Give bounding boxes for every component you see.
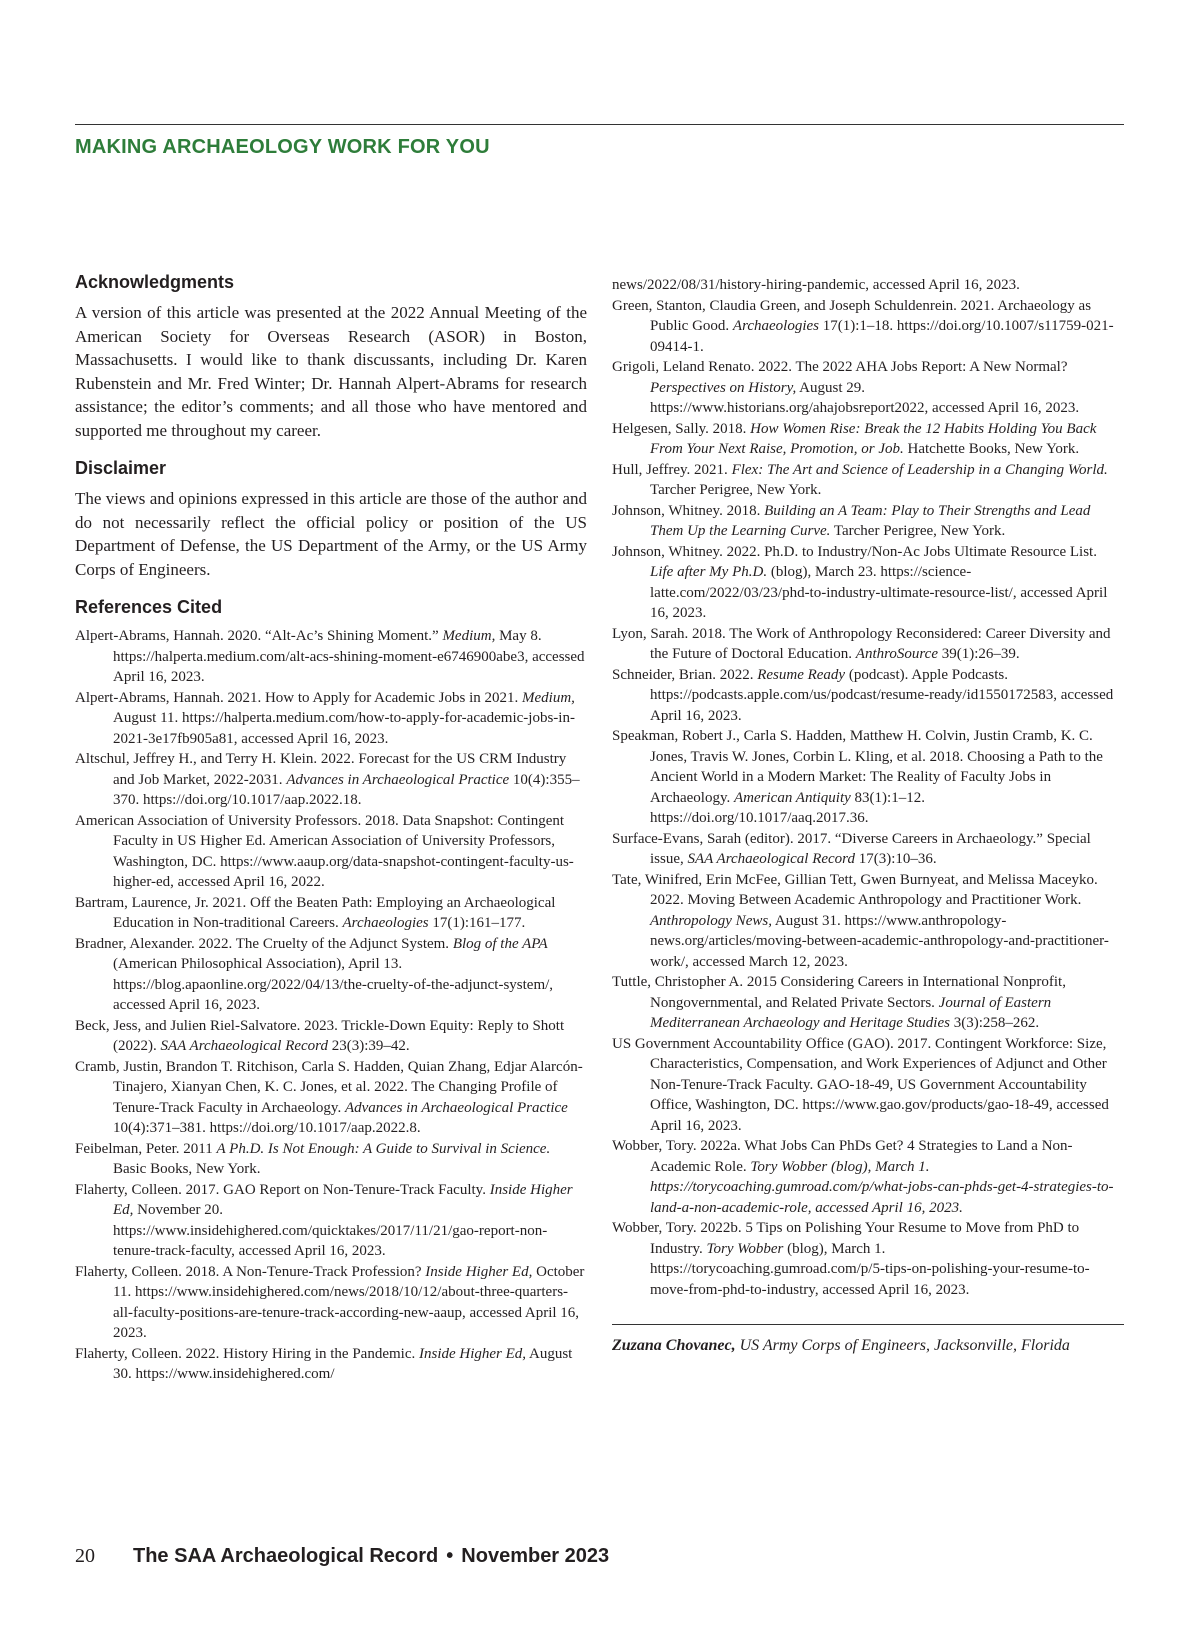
reference-entry: Flaherty, Colleen. 2018. A Non-Tenure-Track Profession? Inside Higher Ed, October 11. https://www.insidehighered.com/news/2018/10/12/about-three-quarters-all-faculty-positions-are-tenure-track-according-new-aaup, accessed April 16, 2023. [75, 1263, 585, 1341]
author-affiliation: US Army Corps of Engineers, Jacksonville, Florida [735, 1337, 1070, 1354]
issue-date: November 2023 [461, 1545, 610, 1567]
references-list-left [75, 626, 587, 1385]
reference-entry: Surface-Evans, Sarah (editor). 2017. “Diverse Careers in Archaeology.” Special issue, SAA Archaeological Record 17(3):10–36. [612, 830, 1091, 867]
reference-entry: Tuttle, Christopher A. 2015 Considering Careers in International Nonprofit, Nongovernmental, and Related Private Sectors. Journal of Eastern Mediterranean Archaeology and Heritage Studies 3(3):258–262. [612, 974, 1066, 1031]
reference-entry: Flaherty, Colleen. 2017. GAO Report on Non-Tenure-Track Faculty. Inside Higher Ed, November 20. https://www.insidehighered.com/quicktakes/2017/11/21/gao-report-non-tenure-track-faculty, accessed April 16, 2023. [75, 1181, 573, 1259]
reference-entry: Bradner, Alexander. 2022. The Cruelty of the Adjunct System. Blog of the APA (American Philosophical Association), April 13. https://blog.apaonline.org/2022/04/13/the-cruelty-of-the-adjunct-system/, accessed April 16, 2023. [75, 935, 554, 1013]
author-line [612, 1337, 1124, 1355]
reference-entry: Johnson, Whitney. 2022. Ph.D. to Industry/Non-Ac Jobs Ultimate Resource List. Life after My Ph.D. (blog), March 23. https://science-latte.com/2022/03/23/phd-to-industry-ultimate-resource-list/, accessed April 16, 2023. [612, 543, 1108, 621]
references-list-right [612, 275, 1124, 1300]
reference-entry: Lyon, Sarah. 2018. The Work of Anthropology Reconsidered: Career Diversity and the Future of Doctoral Education. AnthroSource 39(1):26–39. [612, 625, 1111, 662]
reference-entry: Feibelman, Peter. 2011 A Ph.D. Is Not Enough: A Guide to Survival in Science. Basic Books, New York. [75, 1140, 551, 1177]
right-column [612, 275, 1124, 1355]
reference-entry: US Government Accountability Office (GAO). 2017. Contingent Workforce: Size, Characteristics, Compensation, and Work Experiences of Adjunct and Other Non-Tenure-Track Faculty. GAO-18-49, US Government Accountability Office, Washington, DC. https://www.gao.gov/products/gao-18-49, accessed April 16, 2023. [612, 1035, 1109, 1134]
reference-entry: Alpert-Abrams, Hannah. 2020. “Alt-Ac’s Shining Moment.” Medium, May 8. https://halperta.medium.com/alt-acs-shining-moment-e6746900abe3, accessed April 16, 2023. [75, 628, 585, 685]
reference-entry: Grigoli, Leland Renato. 2022. The 2022 AHA Jobs Report: A New Normal? Perspectives on History, August 29. https://www.historians.org/ahajobsreport2022, accessed April 16, 2023. [612, 359, 1080, 416]
reference-entry: Johnson, Whitney. 2018. Building an A Team: Play to Their Strengths and Lead Them Up the Learning Curve. Tarcher Perigree, New York. [612, 502, 1091, 539]
reference-entry: Alpert-Abrams, Hannah. 2021. How to Apply for Academic Jobs in 2021. Medium, August 11. https://halperta.medium.com/how-to-apply-for-academic-jobs-in-2021-3e17fb905a81, accessed April 16, 2023. [75, 689, 575, 747]
reference-entry: Helgesen, Sally. 2018. How Women Rise: Break the 12 Habits Holding You Back From Your Next Raise, Promotion, or Job. Hatchette Books, New York. [612, 420, 1097, 457]
author-rule [612, 1324, 1124, 1325]
reference-entry: Wobber, Tory. 2022b. 5 Tips on Polishing Your Resume to Move from PhD to Industry. Tory Wobber (blog), March 1. https://torycoaching.gumroad.com/p/5-tips-on-polishing-your-resume-to-move-from-phd-to-industry, accessed April 16, 2023. [612, 1220, 1090, 1298]
left-column [75, 272, 587, 1385]
reference-entry: Wobber, Tory. 2022a. What Jobs Can PhDs Get? 4 Strategies to Land a Non-Academic Role. Tory Wobber (blog), March 1. https://torycoaching.gumroad.com/p/what-jobs-can-phds-get-4-strategies-to-land-a-non-academic-role, accessed April 16, 2023. [612, 1138, 1114, 1216]
reference-entry: Speakman, Robert J., Carla S. Hadden, Matthew H. Colvin, Justin Cramb, K. C. Jones, Travis W. Jones, Corbin L. Kling, et al. 2018. Choosing a Path to the Ancient World in a Modern Market: The Reality of Faculty Jobs in Archaeology. American Antiquity 83(1):1–12. https://doi.org/10.1017/aaq.2017.36. [612, 728, 1103, 826]
references-heading: References Cited [75, 597, 223, 617]
author-name: Zuzana Chovanec, [612, 1337, 736, 1354]
section-title: MAKING ARCHAEOLOGY WORK FOR YOU [75, 136, 490, 158]
reference-entry: Bartram, Laurence, Jr. 2021. Off the Beaten Path: Employing an Archaeological Education in Non-traditional Careers. Archaeologies 17(1):161–177. [75, 894, 556, 931]
top-rule [75, 124, 1124, 125]
page-footer [75, 1545, 609, 1568]
reference-entry: American Association of University Professors. 2018. Data Snapshot: Contingent Faculty in US Higher Ed. American Association of University Professors, Washington, DC. https://www.aaup.org/data-snapshot-contingent-faculty-us-higher-ed, accessed April 16, 2022. [75, 812, 574, 890]
reference-entry: Hull, Jeffrey. 2021. Flex: The Art and Science of Leadership in a Changing World. Tarcher Perigree, New York. [612, 461, 1108, 498]
reference-entry: Altschul, Jeffrey H., and Terry H. Klein. 2022. Forecast for the US CRM Industry and Job Market, 2022-2031. Advances in Archaeological Practice 10(4):355–370. https://doi.org/10.1017/aap.2022.18. [75, 751, 580, 808]
acknowledgments-heading: Acknowledgments [75, 272, 235, 292]
acknowledgments-text: A version of this article was presented at the 2022 Annual Meeting of the American Society for Overseas Research (ASOR) in Boston, Massachusetts. I would like to thank discussants, including Dr. Karen Rubenstein and Mr. Fred Winter; Dr. Hannah Alpert-Abrams for research assistance; the editor’s comments; and all those who have mentored and supported me throughout my career. [75, 303, 587, 440]
reference-entry: Tate, Winifred, Erin McFee, Gillian Tett, Gwen Burnyeat, and Melissa Maceyko. 2022. Moving Between Academic Anthropology and Practitioner Work. Anthropology News, August 31. https://www.anthropology-news.org/articles/moving-between-academic-anthropology-and-practitioner-work/, accessed March 12, 2023. [612, 871, 1109, 970]
disclaimer-text: The views and opinions expressed in this article are those of the author and do not necessarily reflect the official policy or position of the US Department of Defense, the US Department of the Army, or the US Army Corps of Engineers. [75, 489, 587, 579]
reference-entry: Flaherty, Colleen. 2022. History Hiring in the Pandemic. Inside Higher Ed, August 30. https://www.insidehighered.com/ [75, 1345, 573, 1382]
footer-separator: • [446, 1545, 454, 1567]
page-number: 20 [75, 1545, 95, 1567]
reference-entry: Green, Stanton, Claudia Green, and Joseph Schuldenrein. 2021. Archaeology as Public Good. Archaeologies 17(1):1–18. https://doi.org/10.1007/s11759-021-09414-1. [612, 297, 1114, 355]
reference-entry: Schneider, Brian. 2022. Resume Ready (podcast). Apple Podcasts. https://podcasts.apple.com/us/podcast/resume-ready/id1550172583, accessed April 16, 2023. [612, 666, 1114, 724]
disclaimer-heading: Disclaimer [75, 458, 167, 478]
reference-entry: news/2022/08/31/history-hiring-pandemic, accessed April 16, 2023. [612, 277, 1020, 293]
journal-title: The SAA Archaeological Record [133, 1545, 439, 1567]
reference-entry: Beck, Jess, and Julien Riel-Salvatore. 2023. Trickle-Down Equity: Reply to Shott (2022). SAA Archaeological Record 23(3):39–42. [75, 1017, 565, 1054]
reference-entry: Cramb, Justin, Brandon T. Ritchison, Carla S. Hadden, Quian Zhang, Edjar Alarcón-Tinajero, Xianyan Chen, K. C. Jones, et al. 2022. The Changing Profile of Tenure-Track Faculty in Archaeology. Advances in Archaeological Practice 10(4):371–381. https://doi.org/10.1017/aap.2022.8. [75, 1058, 583, 1136]
